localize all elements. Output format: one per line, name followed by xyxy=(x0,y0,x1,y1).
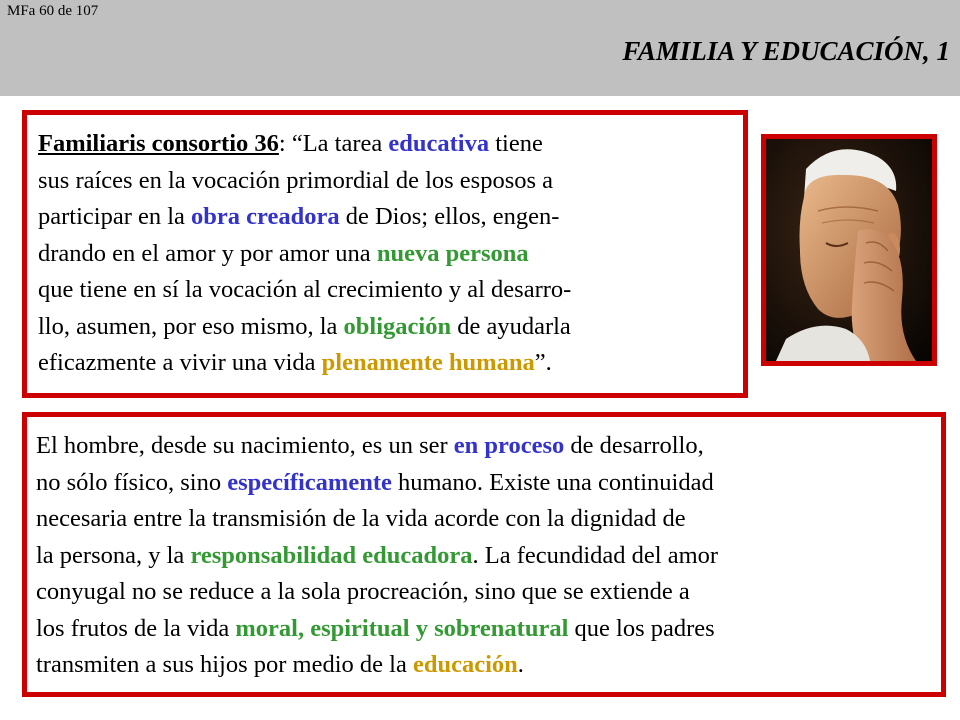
text-line xyxy=(38,345,733,382)
body-text xyxy=(36,428,931,684)
text-run: que los padres xyxy=(568,614,715,642)
text-run: humano. Existe una continuidad xyxy=(391,468,714,496)
text-line xyxy=(36,501,931,538)
highlighted-term: obra creadora xyxy=(191,203,340,230)
text-line xyxy=(38,199,733,236)
text-run: los frutos de la vida xyxy=(36,614,236,642)
text-line xyxy=(38,126,733,163)
slide-title: FAMILIA Y EDUCACIÓN, 1 xyxy=(622,36,950,66)
slide-header xyxy=(0,0,960,96)
highlighted-term: educación xyxy=(412,651,518,678)
text-run: de Dios; ellos, engen- xyxy=(339,203,560,230)
text-line xyxy=(36,611,931,648)
praying-pope-photo xyxy=(766,139,932,361)
text-run: no sólo físico, sino xyxy=(36,468,228,496)
text-line xyxy=(36,465,931,502)
text-line xyxy=(38,236,733,273)
highlighted-term: en proceso xyxy=(453,432,565,459)
text-run: transmiten a sus hijos por medio de la xyxy=(36,651,413,678)
slide-number: MFa 60 de 107 xyxy=(7,3,99,19)
document-reference: Familiaris consortio 36 xyxy=(38,130,279,157)
photo-frame xyxy=(761,134,937,366)
text-run: que tiene en sí la vocación al crecimiento y al desarro- xyxy=(38,276,572,303)
text-line xyxy=(38,163,733,200)
text-run: El hombre, desde su nacimiento, es un ser xyxy=(36,432,454,459)
text-line xyxy=(36,538,931,575)
text-run: llo, asumen, por eso mismo, la xyxy=(38,312,344,340)
text-run: de ayudarla xyxy=(451,312,571,340)
highlighted-term: obligación xyxy=(343,312,452,340)
text-run: . xyxy=(517,651,524,678)
text-line xyxy=(36,647,931,684)
highlighted-term: moral, espiritual y sobrenatural xyxy=(235,614,569,642)
text-line xyxy=(38,309,733,346)
highlighted-term: responsabilidad educadora xyxy=(190,541,473,569)
text-run: la persona, y la xyxy=(36,541,191,569)
text-line xyxy=(36,428,931,465)
text-run: eficazmente a vivir una vida xyxy=(38,349,322,376)
highlighted-term: nueva persona xyxy=(376,239,529,267)
text-run: sus raíces en la vocación primordial de los esposos a xyxy=(38,166,554,194)
text-run: tiene xyxy=(489,130,543,157)
text-run: conyugal no se reduce a la sola procreación, sino que se extiende a xyxy=(36,578,690,605)
quote-text xyxy=(38,126,733,382)
highlighted-term: plenamente humana xyxy=(321,349,535,376)
text-run: . La fecundidad del amor xyxy=(472,541,719,569)
text-run: ”. xyxy=(534,349,552,376)
text-run: necesaria entre la transmisión de la vida acorde con la dignidad de xyxy=(36,505,686,532)
quote-box xyxy=(22,110,748,398)
text-run: : “La tarea xyxy=(278,130,389,157)
text-run: de desarrollo, xyxy=(564,432,704,459)
text-line xyxy=(38,272,733,309)
text-run: participar en la xyxy=(38,203,192,230)
text-run: drando en el amor y por amor una xyxy=(38,239,377,267)
text-line xyxy=(36,574,931,611)
highlighted-term: específicamente xyxy=(227,468,392,496)
highlighted-term: educativa xyxy=(388,130,490,157)
body-box xyxy=(22,412,946,697)
